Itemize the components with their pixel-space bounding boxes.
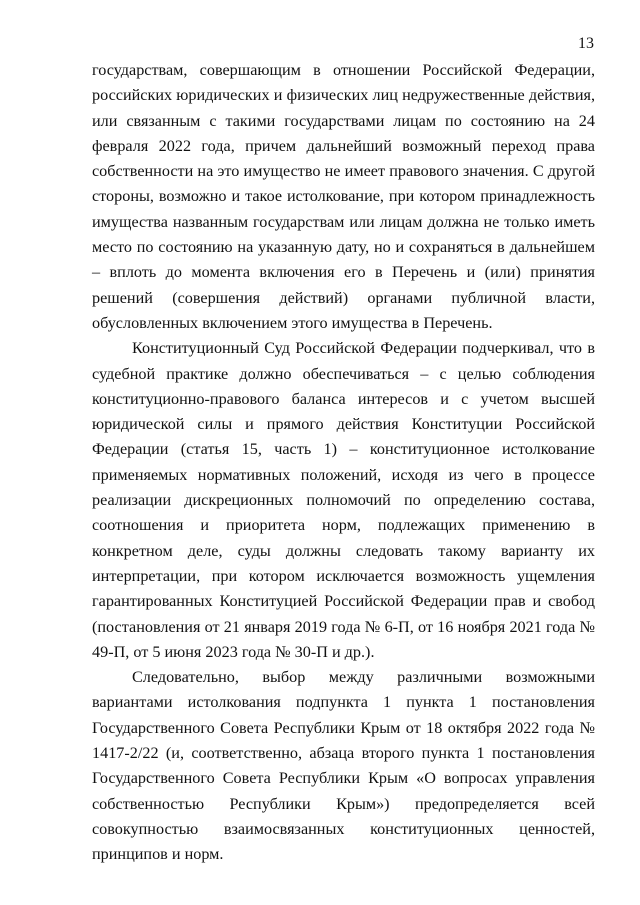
paragraph-conclusion: Следовательно, выбор между различными возможными вариантами истолкования подпункта 1 пункта 1 постановления Государственного Совета Республики Крым от 18 октября 2022 года № 1417-2/22 (и, соответственно, абзаца второго пункта 1 постановления Государственного Совета Республики Крым «О вопросах управления собственностью Республики Крым») предопределяется всей совокупностью взаимосвязанных конституционных ценностей, принципов и норм. (92, 668, 595, 864)
document-body (92, 58, 595, 868)
paragraph-continuation: государствам, совершающим в отношении Российской Федерации, российских юридических и физических лиц недружественные действия, или связанным с такими государствами лицам по состоянию на 24 февраля 2022 года, причем дальнейший возможный переход права собственности на это имущество не имеет правового значения. С другой стороны, возможно и такое истолкование, при котором принадлежность имущества названным государствам или лицам должна не только иметь место по состоянию на указанную дату, но и сохраняться в дальнейшем – вплоть до момента включения его в Перечень и (или) принятия решений (совершения действий) органами публичной власти, обусловленных включением этого имущества в Перечень. (92, 61, 595, 332)
paragraph-constitutional-court: Конституционный Суд Российской Федерации подчеркивал, что в судебной практике должно обеспечиваться – с целью соблюдения конституционно-правового баланса интересов и с учетом высшей юридической силы и прямого действия Конституции Российской Федерации (статья 15, часть 1) – конституционное истолкование применяемых нормативных положений, исходя из чего в процессе реализации дискреционных полномочий по определению состава, соотношения и приоритета норм, подлежащих применению в конкретном деле, суды должны следовать такому варианту их интерпретации, при котором исключается возможность ущемления гарантированных Конституцией Российской Федерации прав и свобод (постановления от 21 января 2019 года № 6-П, от 16 ноября 2021 года № 49-П, от 5 июня 2023 года № 30-П и др.). (92, 339, 595, 661)
page-number: 13 (578, 35, 594, 52)
